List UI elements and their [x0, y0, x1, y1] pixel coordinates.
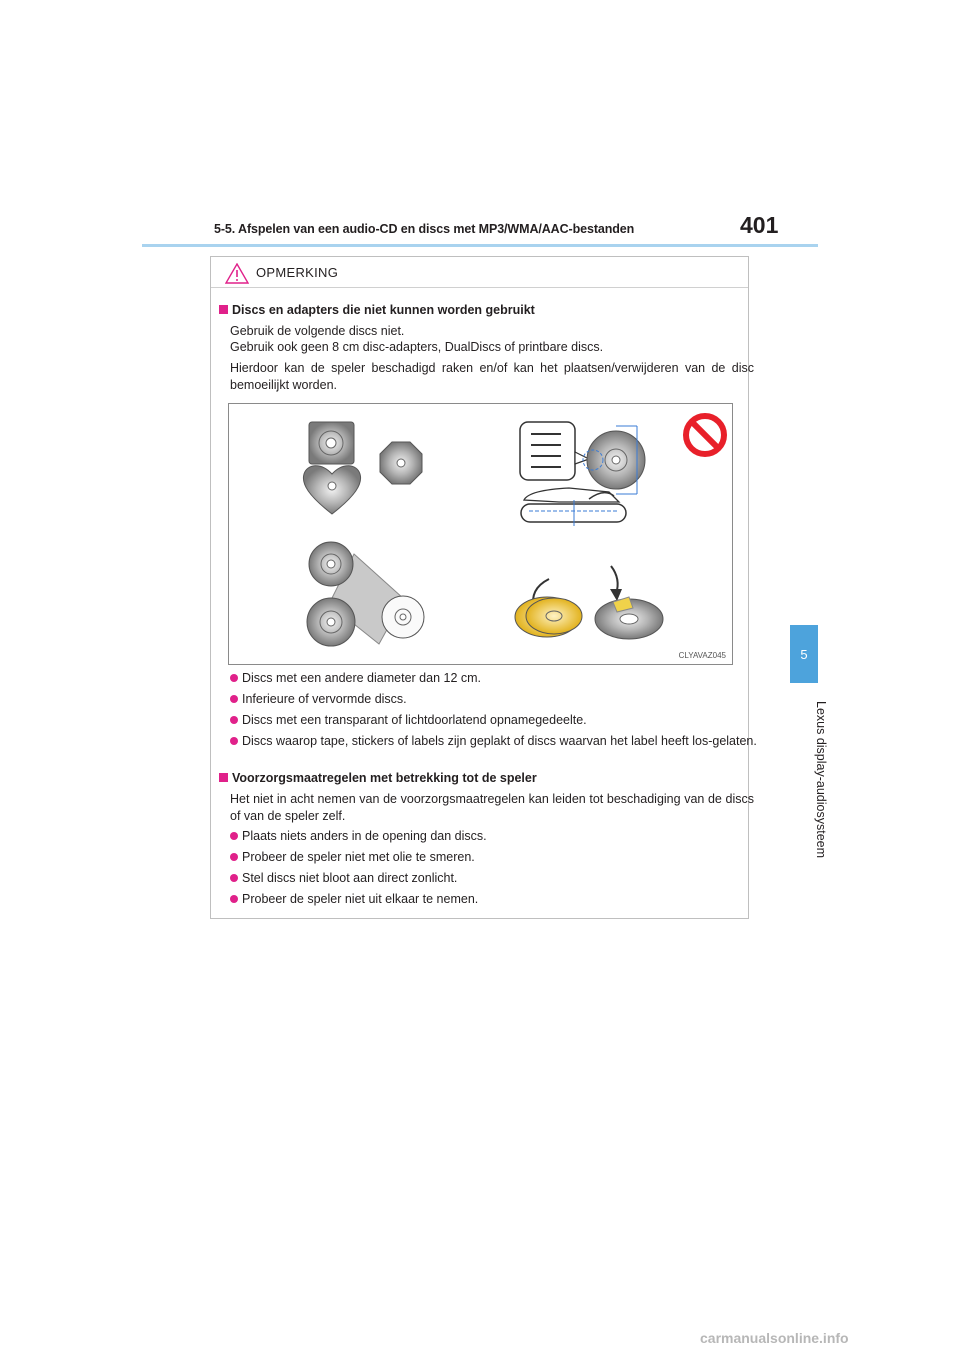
header-rule: [142, 244, 818, 247]
bullet-dot-icon: [230, 895, 238, 903]
list-item: Discs met een transparant of lichtdoorlatend opnamegedeelte.: [230, 712, 746, 729]
square-bullet-icon: [219, 773, 228, 782]
bullet-dot-icon: [230, 853, 238, 861]
list-item: Probeer de speler niet uit elkaar te nemen.: [230, 891, 746, 908]
disc-edge-detail: [520, 422, 645, 494]
section1-title-row: [219, 302, 743, 319]
bullet-dot-icon: [230, 874, 238, 882]
section1-line1: Gebruik de volgende discs niet.: [230, 324, 405, 338]
disc-side-view: [521, 488, 626, 526]
disc-illustration-drawing: [229, 404, 734, 666]
section2-title-row: [219, 770, 743, 787]
sticker-disc: [595, 566, 663, 639]
caution-header: [211, 257, 748, 288]
warning-triangle-icon: [225, 263, 249, 284]
list-item: Inferieure of vervormde discs.: [230, 691, 746, 708]
caution-box: [210, 256, 757, 919]
octagon-disc: [380, 442, 422, 484]
list-item: Discs waarop tape, stickers of labels zijn geplakt of discs waarvan het label heeft los-gelaten.: [230, 733, 758, 750]
chapter-number: 5: [800, 646, 808, 662]
list-item: Stel discs niet bloot aan direct zonlicht.: [230, 870, 746, 887]
bullet-dot-icon: [230, 695, 238, 703]
section1-line2: Gebruik ook geen 8 cm disc-adapters, DualDiscs of printbare discs.: [230, 340, 604, 354]
prohibited-sign-icon: [686, 416, 724, 454]
section2-title: Voorzorgsmaatregelen met betrekking tot de speler: [232, 771, 537, 785]
bullet-dot-icon: [230, 674, 238, 682]
list-item: Plaats niets anders in de opening dan discs.: [230, 828, 746, 845]
heart-disc: [303, 466, 360, 514]
bullet-dot-icon: [230, 737, 238, 745]
list-item: Probeer de speler niet met olie te smeren.: [230, 849, 746, 866]
illustration-code: CLYAVAZ045: [678, 651, 726, 660]
page-header-title: 5-5. Afspelen van een audio-CD en discs met MP3/WMA/AAC-bestanden: [214, 222, 635, 236]
square-disc: [309, 422, 354, 464]
watermark: carmanualsonline.info: [700, 1330, 849, 1346]
bullet-dot-icon: [230, 832, 238, 840]
section2-line1: Het niet in acht nemen van de voorzorgsmaatregelen kan leiden tot beschadiging van de discs of van de speler zelf.: [230, 792, 754, 823]
caution-title: OPMERKING: [256, 265, 339, 280]
bullet-dot-icon: [230, 716, 238, 724]
label-peeling-disc: [515, 579, 582, 637]
square-bullet-icon: [219, 305, 228, 314]
chapter-tab: [790, 625, 818, 683]
disc-illustration: [228, 403, 733, 665]
list-item: Discs met een andere diameter dan 12 cm.: [230, 670, 746, 687]
section1-title: Discs en adapters die niet kunnen worden gebruikt: [232, 303, 535, 317]
chapter-label: Lexus display-audiosysteem: [814, 701, 828, 859]
page-number: 401: [740, 212, 779, 238]
adapter-discs: [307, 542, 424, 646]
section1-line3: Hierdoor kan de speler beschadigd raken en/of kan het plaatsen/verwijderen van de disc bemoeilijkt worden.: [230, 361, 754, 392]
